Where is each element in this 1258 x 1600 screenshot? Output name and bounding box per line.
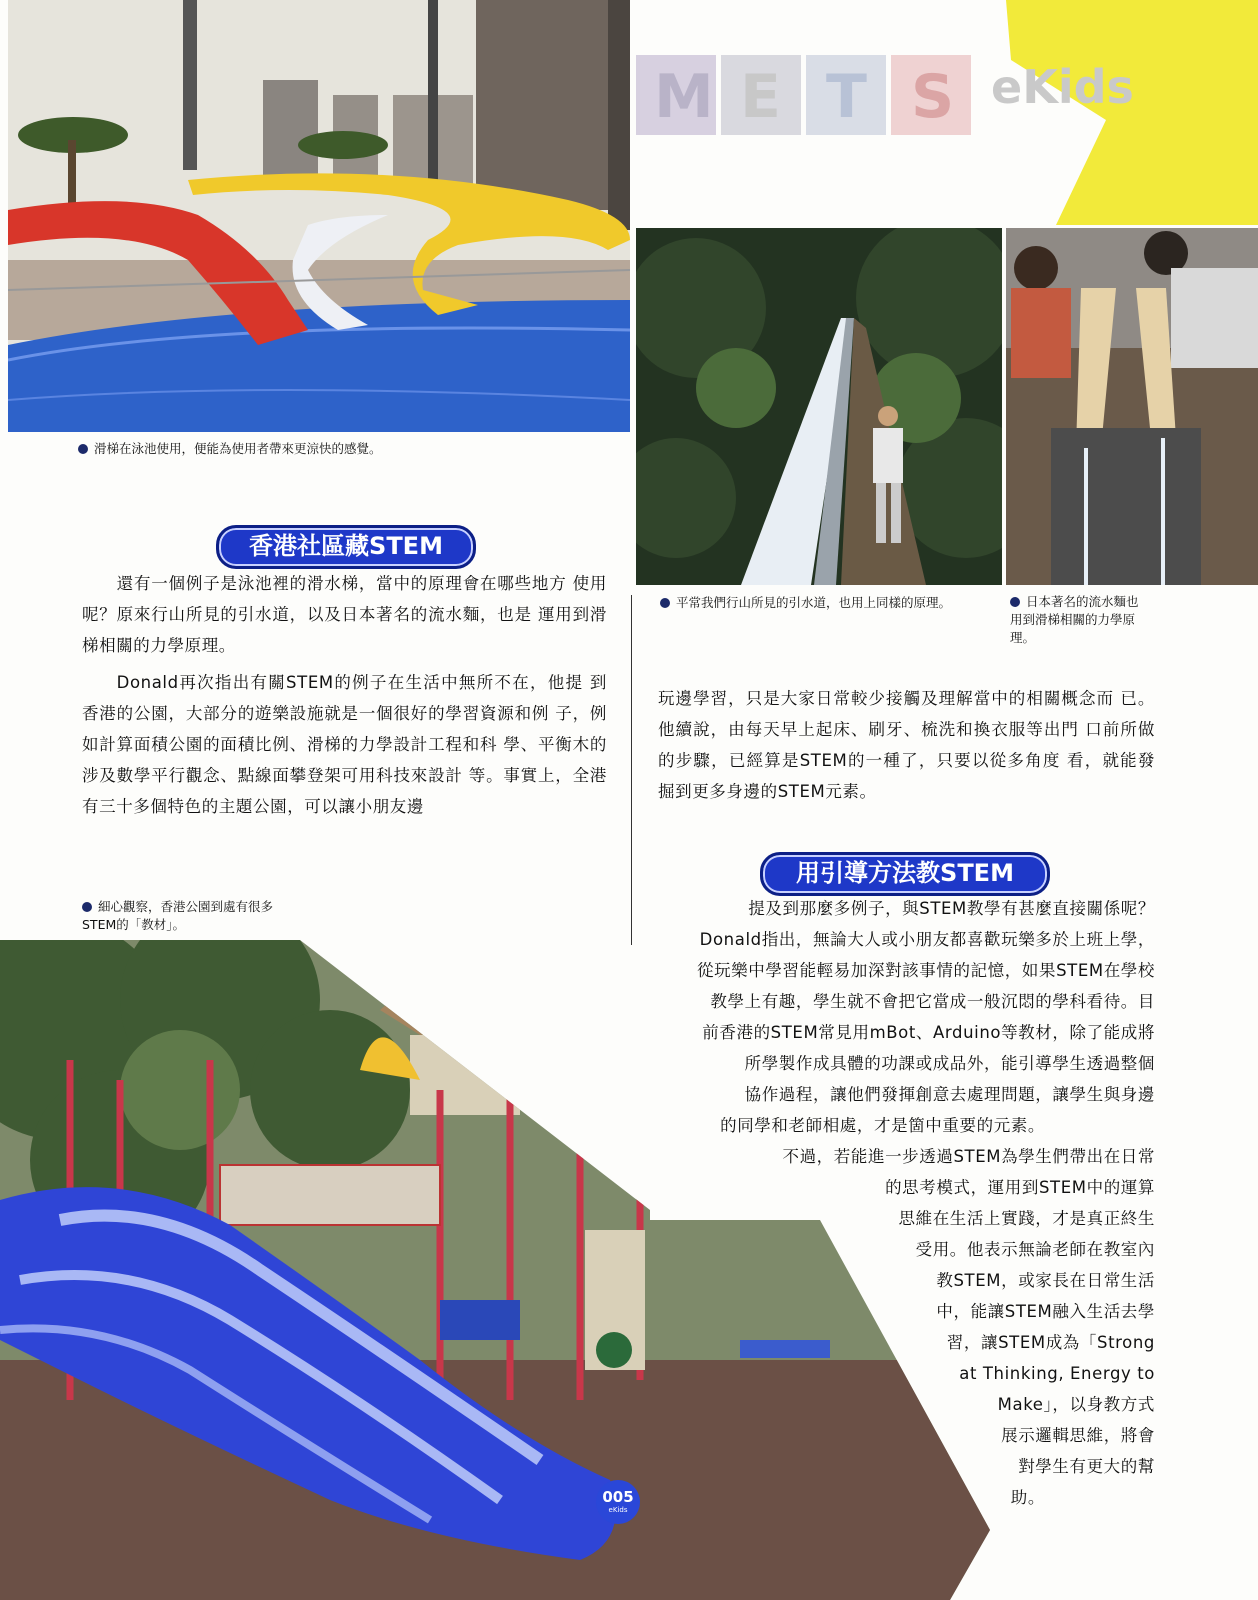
text-line: 提及到那麼多例子，與STEM教學有甚麼直接關係呢？ [748, 899, 1155, 918]
section1-body [82, 568, 607, 822]
aqueduct-caption [660, 594, 951, 612]
water-slide-photo [8, 0, 630, 432]
text-line: 運用到滑梯相關的力學原理。 [82, 605, 607, 655]
text-line: 前香港的STEM常見用mBot、Arduino等教材，除了能成將 [702, 1023, 1155, 1042]
park-caption [82, 898, 273, 934]
text-line: 玩邊學習，只是大家日常較少接觸及理解當中的相關概念而 [658, 689, 1115, 708]
text-line: 使用呢？原來行山所見的引水道，以及日本著名的流水麵，也是 [82, 574, 607, 624]
section2-body [640, 893, 1155, 1513]
noodles-caption-line: 日本著名的流水麵也 [1026, 594, 1139, 609]
text-line: 受用。他表示無論老師在教室內 [915, 1240, 1155, 1259]
text-line: 從玩樂中學習能輕易加深對該事情的記憶，如果STEM在學校 [696, 961, 1155, 980]
text-line: 口前所做的步驟，已經算是STEM的一種了，只要以從多角度 [658, 720, 1155, 770]
text-line: 的思考模式，運用到STEM中的運算 [885, 1178, 1155, 1197]
text-line: 等。事實上，全港有三十多個特色的主題公園，可以讓小朋友邊 [82, 766, 607, 816]
text-line: 到香港的公園，大部分的遊樂設施就是一個很好的學習資源和例 [82, 673, 607, 723]
text-line: 協作過程，讓他們發揮創意去處理問題，讓學生與身邊 [744, 1085, 1155, 1104]
text-line: 助。 [1010, 1488, 1045, 1507]
section-heading-community-stem: 香港社區藏STEM [216, 525, 476, 569]
text-line: 對學生有更大的幫 [1018, 1457, 1155, 1476]
section1-continued [658, 683, 1155, 807]
pool-caption-text: 滑梯在泳池使用，便能為使用者帶來更涼快的感覺。 [94, 441, 382, 456]
text-line: 已。他續說，由每天早上起床、刷牙、梳洗和換衣服等出門 [658, 689, 1155, 739]
paragraph [658, 683, 1155, 807]
ghost-letter-4: S [911, 62, 955, 132]
text-line: at Thinking, Energy to [959, 1364, 1155, 1383]
text-line: 的同學和老師相處，才是箇中重要的元素。 [720, 1116, 1045, 1135]
ghost-letter-3: T [826, 62, 867, 132]
section-heading-guided-teaching: 用引導方法教STEM [760, 852, 1050, 896]
text-line: 教學上有趣，學生就不會把它當成一般沉悶的學科看待。目 [710, 992, 1155, 1011]
park-caption-line: STEM的「教材」。 [82, 917, 186, 932]
paragraph [82, 667, 607, 822]
page-number: 005 [602, 1488, 634, 1506]
page-brand: eKids [608, 1506, 628, 1514]
text-line: 子，例如計算面積公園的面積比例、滑梯的力學設計工程和科 [82, 704, 607, 754]
pool-caption [78, 440, 382, 458]
bullet-icon [82, 902, 92, 912]
ghost-brand: eKids [991, 60, 1134, 114]
bullet-icon [78, 444, 88, 454]
text-line: 不過，若能進一步透過STEM為學生們帶出在日常 [782, 1147, 1155, 1166]
text-line: 展示邏輯思維，將會 [1001, 1426, 1155, 1445]
text-line: 看，就能發掘到更多身邊的STEM元素。 [658, 751, 1155, 801]
text-line: Make」，以身教方式 [997, 1395, 1155, 1414]
text-line: 教STEM，或家長在日常生活 [936, 1271, 1155, 1290]
text-line: 還有一個例子是泳池裡的滑水梯，當中的原理會在哪些地方 [116, 574, 567, 593]
ghost-letter-2: E [740, 62, 781, 132]
paragraph [82, 568, 607, 661]
header-bleed [636, 0, 1258, 225]
page-number-badge [596, 1480, 640, 1524]
text-line: 學、平衡木的涉及數學平行觀念、點線面攀登架可用科技來設計 [82, 735, 607, 785]
ghost-letter-1: M [654, 62, 714, 132]
park-caption-line: 細心觀察，香港公園到處有很多 [98, 899, 274, 914]
text-line: 中，能讓STEM融入生活去學 [936, 1302, 1155, 1321]
noodles-caption [1010, 593, 1180, 647]
aqueduct-caption-text: 平常我們行山所見的引水道，也用上同樣的原理。 [676, 595, 952, 610]
text-line: 所學製作成具體的功課或成品外，能引導學生透過整個 [744, 1054, 1155, 1073]
text-line: Donald指出，無論大人或小朋友都喜歡玩樂多於上班上學， [699, 930, 1155, 949]
text-line: Donald再次指出有關STEM的例子在生活中無所不在，他提 [116, 673, 584, 692]
aqueduct-photo [636, 228, 1002, 585]
bullet-icon [1010, 597, 1020, 607]
noodles-caption-line: 理。 [1010, 630, 1036, 645]
nagashi-somen-photo [1006, 228, 1258, 585]
noodles-caption-line: 用到滑梯相關的力學原 [1010, 612, 1136, 627]
column-divider [631, 595, 632, 945]
bullet-icon [660, 598, 670, 608]
text-line: 思維在生活上實踐，才是真正終生 [898, 1209, 1155, 1228]
text-line: 習，讓STEM成為「Strong [946, 1333, 1155, 1352]
